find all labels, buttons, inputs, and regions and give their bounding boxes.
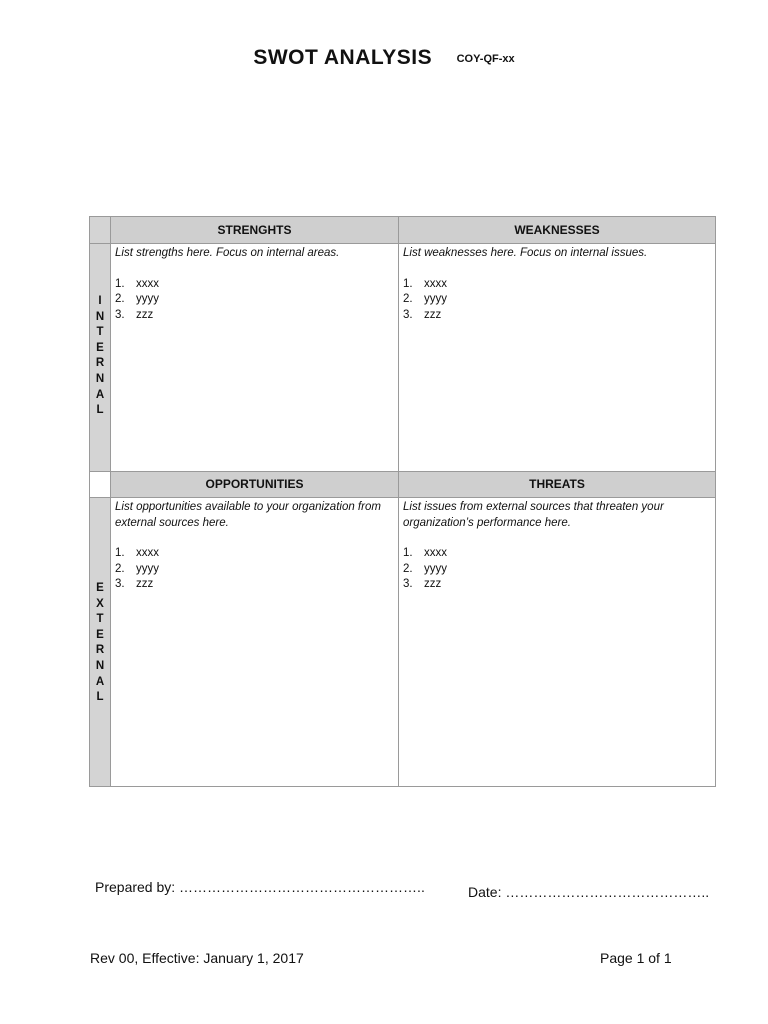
side-label-letter: A (95, 675, 105, 688)
threats-cell[interactable] (399, 498, 715, 786)
external-vertical-text (90, 581, 110, 706)
opportunities-intro: List opportunities available to your organization from external sources here. (115, 501, 381, 529)
swot-table (89, 216, 716, 787)
list-item: 1. xxxx (115, 547, 159, 559)
list-item: 3. zzz (115, 308, 154, 321)
side-label-letter: L (96, 404, 104, 417)
list-item: 2. yyyy (403, 562, 447, 575)
list-item: 1. xxxx (403, 547, 447, 559)
side-label-letter: E (96, 582, 104, 594)
side-label-letter: T (96, 613, 104, 626)
strengths-list (115, 277, 394, 324)
list-item: 2. yyyy (115, 293, 159, 305)
external-label (90, 498, 111, 786)
side-label-letter: I (98, 295, 102, 307)
side-label-letter: E (96, 628, 104, 641)
date-field[interactable]: Date: …………………………………….. (468, 884, 710, 900)
side-label-letter: R (95, 357, 105, 370)
side-label-letter: T (96, 326, 104, 339)
list-item: 1. xxxx (403, 277, 447, 290)
threats-heading: THREATS (399, 472, 715, 498)
threats-intro: List issues from external sources that threaten your organization’s performance here. (403, 501, 664, 529)
document-code: COY-QF-xx (456, 53, 515, 65)
strengths-cell[interactable] (111, 244, 399, 472)
weaknesses-heading: WEAKNESSES (399, 217, 715, 244)
side-label-letter: A (95, 388, 105, 401)
opportunities-list (115, 546, 394, 593)
side-label-letter: N (95, 310, 105, 323)
strengths-intro: List strengths here. Focus on internal areas. (115, 247, 340, 259)
side-label-letter: N (95, 372, 105, 385)
list-item: 3. zzz (403, 578, 442, 590)
side-label-letter: N (95, 659, 105, 672)
list-item: 3. zzz (115, 578, 154, 590)
list-item: 1. xxxx (115, 277, 159, 290)
threats-list (403, 546, 711, 593)
weaknesses-list (403, 277, 711, 324)
internal-label (90, 244, 111, 472)
title-row (0, 46, 768, 70)
document-title: SWOT ANALYSIS (253, 46, 433, 69)
opportunities-heading: OPPORTUNITIES (111, 472, 399, 498)
corner-cell-middle (90, 472, 111, 498)
corner-cell-top (90, 217, 111, 244)
weaknesses-intro: List weaknesses here. Focus on internal issues. (403, 247, 648, 259)
strengths-heading: STRENGHTS (111, 217, 399, 244)
list-item: 2. yyyy (403, 293, 447, 305)
list-item: 2. yyyy (115, 562, 159, 575)
page-number: Page 1 of 1 (600, 950, 672, 966)
revision-info: Rev 00, Effective: January 1, 2017 (90, 950, 304, 966)
internal-vertical-text (90, 294, 110, 419)
list-item: 3. zzz (403, 308, 442, 321)
side-label-letter: L (96, 691, 104, 704)
weaknesses-cell[interactable] (399, 244, 715, 472)
side-label-letter: R (95, 644, 105, 657)
opportunities-cell[interactable] (111, 498, 399, 786)
side-label-letter: E (96, 341, 104, 354)
prepared-by-field[interactable]: Prepared by: …………………………………………….. (95, 879, 425, 895)
side-label-letter: X (96, 597, 104, 610)
